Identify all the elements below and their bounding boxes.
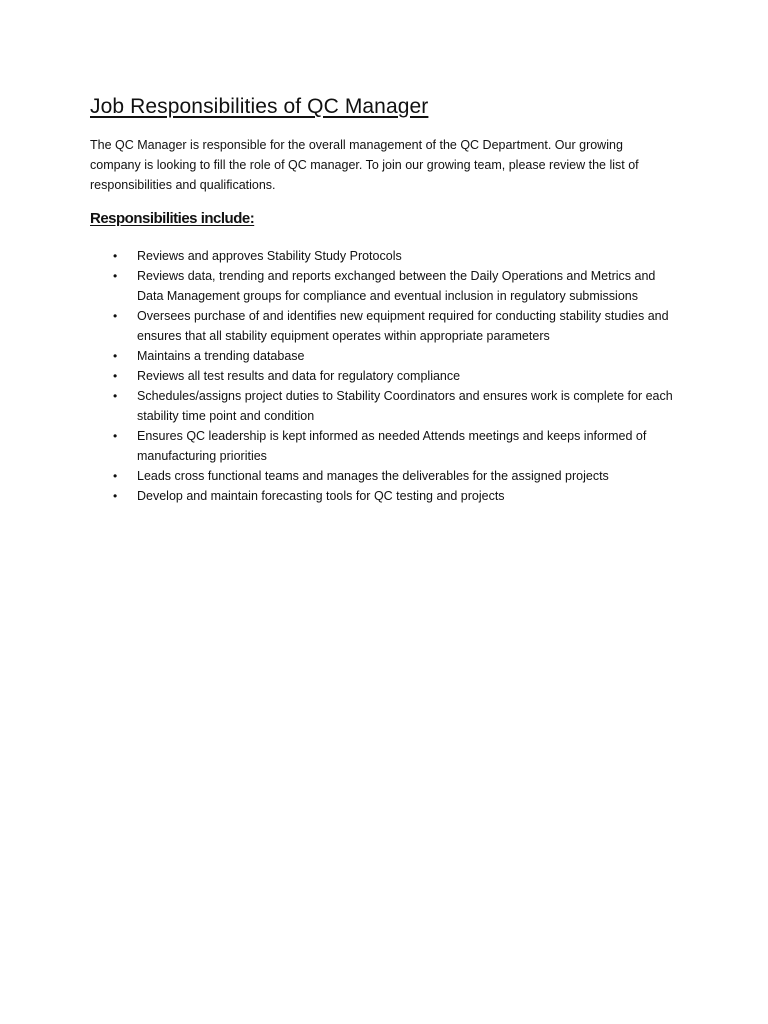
list-item-text: Reviews all test results and data for regulatory compliance: [137, 369, 461, 383]
list-item-text: Reviews and approves Stability Study Protocols: [137, 249, 402, 263]
bullet-icon: •: [113, 429, 118, 443]
list-item-text: Develop and maintain forecasting tools for QC testing and projects: [137, 489, 505, 503]
list-item-text: Maintains a trending database: [137, 349, 305, 363]
bullet-icon: •: [113, 309, 118, 323]
intro-paragraph: The QC Manager is responsible for the overall management of the QC Department. Our growing company is looking to fill the role of QC manager. To join our growing team, please review the list of responsibilities and qualifications.: [90, 138, 639, 192]
bullet-icon: •: [113, 469, 118, 483]
responsibilities-heading: Responsibilities include:: [90, 210, 255, 227]
bullet-icon: •: [113, 369, 118, 383]
bullet-icon: •: [113, 249, 118, 263]
list-item-text: Leads cross functional teams and manages the deliverables for the assigned projects: [137, 469, 609, 483]
bullet-icon: •: [113, 269, 118, 283]
list-item-text: Oversees purchase of and identifies new equipment required for conducting stability studies and ensures that all stability equipment operates within appropriate parameters: [137, 309, 669, 343]
list-item: [90, 426, 680, 466]
list-item: [90, 466, 680, 486]
list-item: [90, 306, 680, 346]
list-item: [90, 246, 680, 266]
list-item-text: Reviews data, trending and reports exchanged between the Daily Operations and Metrics and Data Management groups for compliance and eventual inclusion in regulatory submissions: [137, 269, 656, 303]
list-item: [90, 346, 680, 366]
document-content: [90, 92, 680, 506]
bullet-icon: •: [113, 489, 118, 503]
bullet-icon: •: [113, 389, 118, 403]
bullet-icon: •: [113, 349, 118, 363]
list-item-text: Ensures QC leadership is kept informed as needed Attends meetings and keeps informed of manufacturing priorities: [137, 429, 647, 463]
page-title: Job Responsibilities of QC Manager: [90, 95, 429, 118]
list-item: [90, 366, 680, 386]
list-item: [90, 386, 680, 426]
responsibilities-list: [90, 246, 680, 506]
list-item: [90, 486, 680, 506]
list-item: [90, 266, 680, 306]
list-item-text: Schedules/assigns project duties to Stability Coordinators and ensures work is complete for each stability time point and condition: [137, 389, 673, 423]
